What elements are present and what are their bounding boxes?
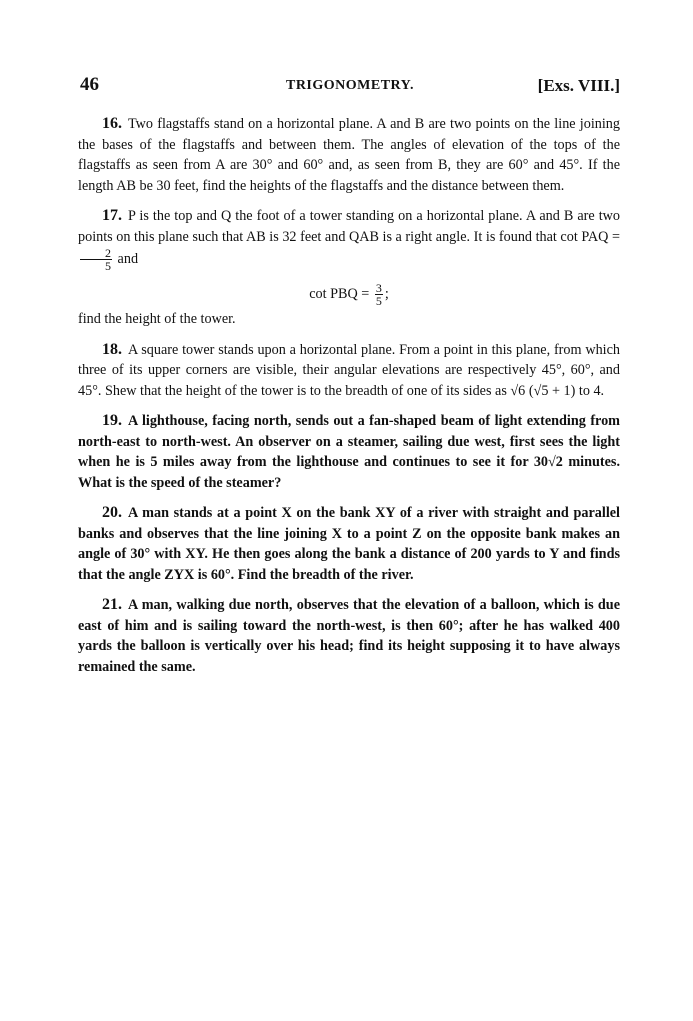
problem-text: Two flagstaffs stand on a horizontal plane. A and B are two points on the line joining the bases of the flagstaffs and between them. The angles of elevation of the tops of the flagstaffs as seen from A are 30° and 60° and, as seen from B, they are 60° and 45°. If the length AB be 30 feet, find the heights of the flagstaffs and the distance between them. [78, 116, 620, 194]
problem-list [78, 114, 620, 687]
page-number: 46 [80, 74, 99, 95]
problem-16 [78, 114, 620, 196]
problem-text: find the height of the tower. [78, 311, 236, 327]
problem-number: 20. [102, 504, 122, 521]
problem-19 [78, 411, 620, 493]
problem-number: 19. [102, 412, 122, 429]
equation-text: cot PBQ = [309, 285, 370, 302]
problem-17 [78, 206, 620, 272]
exercise-label: [Exs. VIII.] [537, 76, 620, 95]
problem-text: and [117, 250, 139, 267]
problem-17-end [78, 309, 620, 330]
problem-number: 16. [102, 115, 122, 132]
problem-20 [78, 503, 620, 585]
problem-number: 17. [102, 207, 122, 224]
fraction [80, 247, 112, 272]
problem-text: A man, walking due north, observes that the elevation of a balloon, which is due east of him and is sailing toward the north-west, is then 60°; after he has walked 400 yards the balloon is vertically over his head; find its height supposing it to have always remained the same. [78, 597, 620, 675]
fraction-denominator: 5 [105, 259, 111, 273]
running-title: TRIGONOMETRY. [285, 78, 414, 93]
problem-21 [78, 595, 620, 677]
equation-line [78, 282, 620, 307]
equation-text: ; [384, 285, 389, 302]
problem-18 [78, 340, 620, 402]
problem-number: 21. [102, 596, 122, 613]
problem-number: 18. [102, 340, 122, 358]
problem-text: P is the top and Q the foot of a tower standing on a horizontal plane. A and B are two points on this plane such that AB is 32 feet and QAB is a right angle. It is found that cot PAQ = [78, 208, 620, 245]
page-header [80, 74, 620, 100]
problem-text: A man stands at a point X on the bank XY of a river with straight and parallel banks and observes that the line joining X to a point Z on the opposite bank makes an angle of 30° with XY. He then goes along the bank a distance of 200 yards to Y and finds that the angle ZYX is 60°. Find the breadth of the river. [78, 505, 620, 583]
fraction-numerator: 2 [80, 247, 112, 260]
fraction-numerator: 3 [375, 281, 382, 295]
fraction [375, 282, 383, 307]
problem-text: A square tower stands upon a horizontal plane. From a point in this plane, from which three of its upper corners are visible, their angular elevations are respectively 45°, 60°, and 45°. Shew that the height of the tower is to the breadth of one of its sides as √6 (√5 + 1) to 4. [78, 341, 620, 399]
problem-text: A lighthouse, facing north, sends out a fan-shaped beam of light extending from north-east to north-west. An observer on a steamer, sailing due west, first sees the light when he is 5 miles away from the lighthouse and continues to see it for 30√2 minutes. What is the speed of the steamer? [78, 413, 620, 491]
fraction-denominator: 5 [375, 294, 382, 308]
